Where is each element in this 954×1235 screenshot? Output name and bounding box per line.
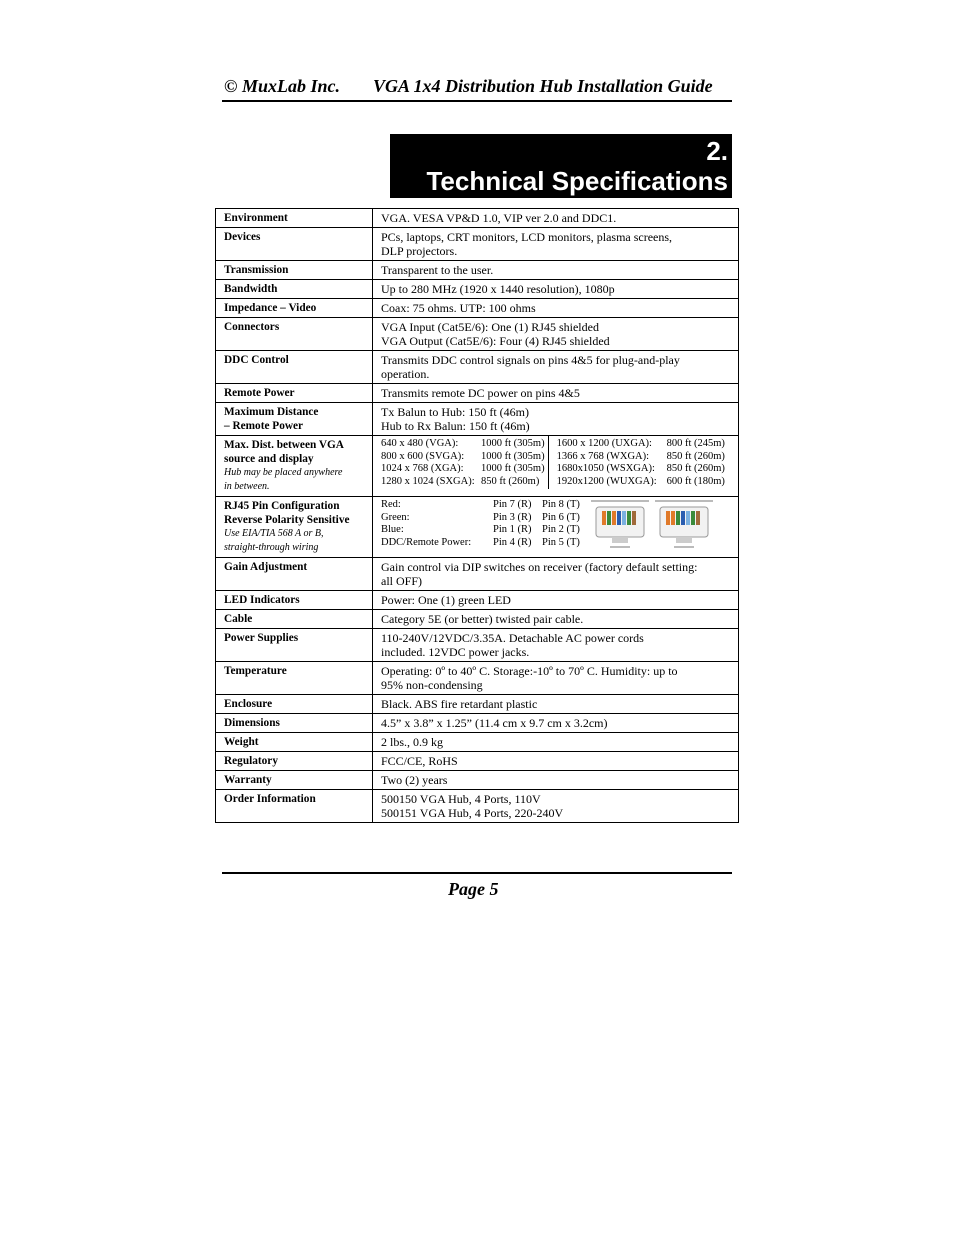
resolution-column: [548, 436, 728, 489]
spec-value-line: VGA Input (Cat5E/6): One (1) RJ45 shielded: [381, 320, 599, 334]
resolution-label: 1680x1050 (WSXGA):: [556, 463, 655, 474]
resolution-label: 1024 x 768 (XGA):: [381, 463, 464, 474]
spec-value: VGA. VESA VP&D 1.0, VIP ver 2.0 and DDC1.: [373, 209, 739, 228]
spec-label: Order Information: [216, 790, 373, 823]
table-row: [216, 351, 739, 384]
resolution-label: 1280 x 1024 (SXGA):: [381, 475, 475, 487]
spec-note: Hub may be placed anywhere: [224, 467, 343, 478]
spec-value: [373, 662, 739, 695]
resolution-column: [373, 436, 548, 489]
section-heading: [390, 134, 732, 198]
spec-value: [373, 629, 739, 662]
spec-value-line: all OFF): [381, 574, 423, 588]
spec-label: Connectors: [216, 318, 373, 351]
spec-value: [373, 351, 739, 384]
distance-value: 1000 ft (305m): [481, 463, 545, 474]
list-item: [381, 499, 586, 512]
pin-signal: Green:: [381, 511, 410, 523]
resolution-label: 1920x1200 (WUXGA):: [556, 475, 657, 487]
spec-value-line: 500151 VGA Hub, 4 Ports, 220-240V: [381, 806, 564, 820]
pin-receive: Pin 3 (R): [493, 511, 532, 523]
table-row: [216, 384, 739, 403]
pin-config: [381, 499, 735, 551]
list-item: [381, 537, 586, 550]
spec-note: straight-through wiring: [224, 542, 319, 553]
spec-label: DDC Control: [216, 351, 373, 384]
spec-label-line: source and display: [224, 453, 314, 465]
list-item: [381, 438, 545, 451]
spec-label: Remote Power: [216, 384, 373, 403]
table-row: [216, 752, 739, 771]
spec-label: [216, 403, 373, 436]
spec-label: Dimensions: [216, 714, 373, 733]
table-row: [216, 733, 739, 752]
spec-value-line: operation.: [381, 367, 430, 381]
list-item: [381, 451, 545, 464]
spec-note: in between.: [224, 481, 270, 492]
distance-value: 850 ft (260m): [666, 450, 725, 462]
page-number: Page 5: [448, 879, 499, 899]
section-title: Technical Specifications: [426, 166, 728, 196]
spec-label-line: RJ45 Pin Configuration: [224, 500, 340, 512]
spec-value: Transmits remote DC power on pins 4&5: [373, 384, 739, 403]
distance-value: 850 ft (260m): [666, 463, 725, 474]
distance-value: 850 ft (260m): [481, 475, 540, 487]
distance-value: 1000 ft (305m): [481, 438, 545, 449]
pin-signal: DDC/Remote Power:: [381, 536, 472, 548]
section-number: 2.: [706, 136, 728, 166]
spec-label: Power Supplies: [216, 629, 373, 662]
spec-value: [373, 497, 739, 558]
table-row: [216, 436, 739, 497]
page-header: [222, 74, 732, 102]
spec-value-line: Gain control via DIP switches on receiver (factory default setting:: [381, 560, 698, 574]
list-item: [557, 438, 725, 451]
list-item: [557, 476, 725, 489]
header-company: © MuxLab Inc.: [224, 76, 340, 96]
spec-value-line: Transmits DDC control signals on pins 4&5 for plug-and-play: [381, 353, 680, 367]
header-title: VGA 1x4 Distribution Hub Installation Guide: [373, 76, 713, 96]
list-item: [381, 463, 545, 476]
resolution-distance-cell: [373, 436, 739, 497]
spec-table: [215, 208, 739, 823]
spec-label-line: – Remote Power: [224, 420, 304, 432]
pin-signal: Red:: [381, 499, 401, 510]
list-item: [381, 476, 545, 489]
spec-value: 2 lbs., 0.9 kg: [373, 733, 739, 752]
spec-label-line: Max. Dist. between VGA: [224, 439, 344, 451]
spec-value-line: Operating: 0º to 40º C. Storage:-10º to 70º C. Humidity: up to: [381, 664, 678, 678]
spec-value-line: 95% non-condensing: [381, 678, 483, 692]
table-row: [216, 318, 739, 351]
table-row: [216, 261, 739, 280]
pin-transmit: Pin 6 (T): [542, 511, 580, 523]
spec-value-line: included. 12VDC power jacks.: [381, 645, 530, 659]
spec-value: [373, 318, 739, 351]
spec-label: LED Indicators: [216, 591, 373, 610]
spec-value: 4.5” x 3.8” x 1.25” (11.4 cm x 9.7 cm x 3.2cm): [373, 714, 739, 733]
list-item: [381, 524, 586, 537]
pin-receive: Pin 4 (R): [493, 536, 532, 548]
spec-value-line: VGA Output (Cat5E/6): Four (4) RJ45 shielded: [381, 334, 610, 348]
page-footer: [222, 872, 732, 899]
list-item: [557, 451, 725, 464]
pin-transmit: Pin 2 (T): [542, 524, 580, 535]
spec-label: Bandwidth: [216, 280, 373, 299]
rj45-jack-568a-icon: [590, 499, 650, 551]
table-row: [216, 662, 739, 695]
pin-signal: Blue:: [381, 524, 404, 535]
spec-label-line: Maximum Distance: [224, 406, 319, 418]
pin-receive: Pin 1 (R): [493, 524, 532, 535]
table-row: [216, 209, 739, 228]
table-row: [216, 790, 739, 823]
pin-list: [381, 499, 586, 551]
spec-label: Gain Adjustment: [216, 558, 373, 591]
spec-label: Regulatory: [216, 752, 373, 771]
spec-value-line: PCs, laptops, CRT monitors, LCD monitors, plasma screens,: [381, 230, 673, 244]
spec-value: [373, 790, 739, 823]
rj45-jack-568b-icon: [654, 499, 714, 551]
spec-label: Temperature: [216, 662, 373, 695]
spec-value-line: 500150 VGA Hub, 4 Ports, 110V: [381, 792, 541, 806]
spec-label: Cable: [216, 610, 373, 629]
resolution-label: 640 x 480 (VGA):: [381, 438, 459, 449]
rj45-diagrams: [590, 499, 718, 551]
spec-value: [373, 403, 739, 436]
distance-value: 1000 ft (305m): [481, 450, 545, 462]
spec-value: Black. ABS fire retardant plastic: [373, 695, 739, 714]
list-item: [381, 512, 586, 525]
table-row: [216, 558, 739, 591]
spec-label-line: Reverse Polarity Sensitive: [224, 514, 350, 526]
resolution-label: 1366 x 768 (WXGA):: [556, 450, 650, 462]
spec-value-line: 110-240V/12VDC/3.35A. Detachable AC power cords: [381, 631, 644, 645]
spec-label: Transmission: [216, 261, 373, 280]
spec-label: Impedance – Video: [216, 299, 373, 318]
spec-value-line: Hub to Rx Balun: 150 ft (46m): [381, 419, 530, 433]
table-row: [216, 228, 739, 261]
spec-label: Weight: [216, 733, 373, 752]
table-row: [216, 695, 739, 714]
table-row: [216, 629, 739, 662]
table-row: [216, 714, 739, 733]
spec-value: [373, 228, 739, 261]
list-item: [557, 463, 725, 476]
spec-value: Up to 280 MHz (1920 x 1440 resolution), 1080p: [373, 280, 739, 299]
table-row: [216, 403, 739, 436]
spec-label: [216, 436, 373, 497]
resolution-label: 800 x 600 (SVGA):: [381, 450, 465, 462]
spec-value: [373, 558, 739, 591]
table-row: [216, 299, 739, 318]
spec-label: Environment: [216, 209, 373, 228]
spec-value-line: Tx Balun to Hub: 150 ft (46m): [381, 405, 529, 419]
pin-transmit: Pin 5 (T): [542, 536, 580, 548]
resolution-distance-grid: [373, 436, 738, 489]
spec-value: FCC/CE, RoHS: [373, 752, 739, 771]
spec-label: Warranty: [216, 771, 373, 790]
table-row: [216, 771, 739, 790]
spec-value-line: DLP projectors.: [381, 244, 458, 258]
spec-value: Coax: 75 ohms. UTP: 100 ohms: [373, 299, 739, 318]
spec-note: Use EIA/TIA 568 A or B,: [224, 528, 324, 539]
spec-label: Enclosure: [216, 695, 373, 714]
table-row: [216, 497, 739, 558]
spec-value: Power: One (1) green LED: [373, 591, 739, 610]
table-row: [216, 591, 739, 610]
spec-label: Devices: [216, 228, 373, 261]
spec-value: Category 5E (or better) twisted pair cable.: [373, 610, 739, 629]
distance-value: 600 ft (180m): [666, 475, 725, 487]
distance-value: 800 ft (245m): [666, 438, 725, 449]
spec-value: Two (2) years: [373, 771, 739, 790]
pin-receive: Pin 7 (R): [493, 499, 532, 510]
table-row: [216, 280, 739, 299]
spec-value: Transparent to the user.: [373, 261, 739, 280]
spec-label: [216, 497, 373, 558]
resolution-label: 1600 x 1200 (UXGA):: [556, 438, 652, 449]
pin-transmit: Pin 8 (T): [542, 499, 580, 510]
table-row: [216, 610, 739, 629]
